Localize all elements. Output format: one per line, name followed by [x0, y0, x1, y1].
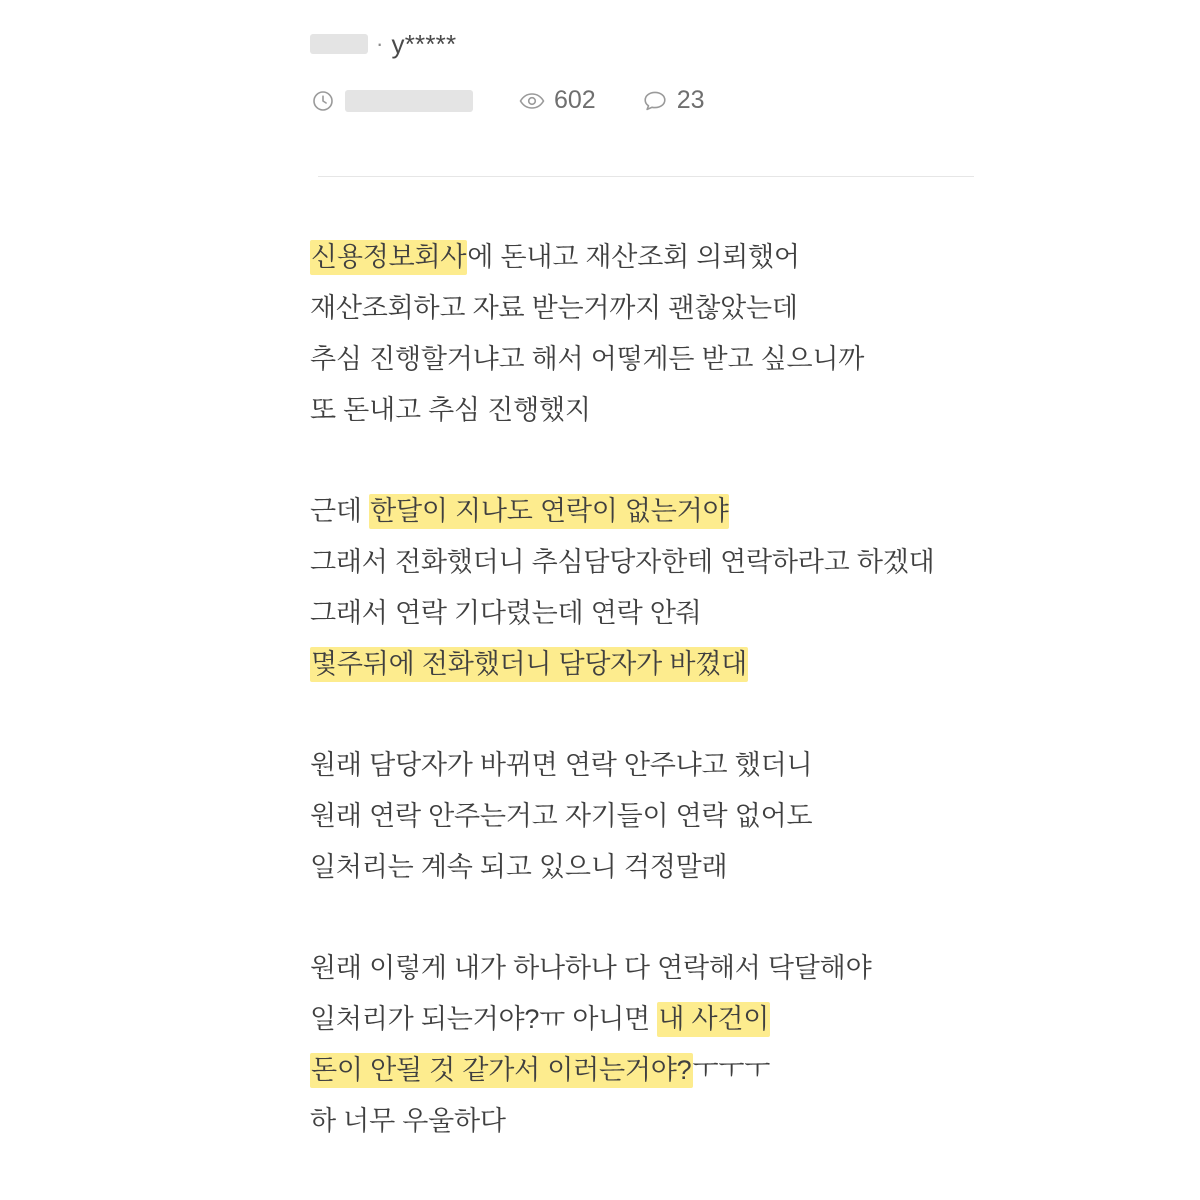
highlighted-text: 한달이 지나도 연락이 없는거야 — [369, 494, 729, 529]
post-paragraph — [310, 486, 1010, 690]
post-body — [310, 232, 1010, 1147]
post-line — [310, 639, 1010, 690]
date-redacted-block — [345, 90, 473, 112]
plain-text: 원래 연락 안주는거고 자기들이 연락 없어도 — [310, 801, 813, 831]
post-line — [310, 334, 1010, 385]
highlighted-text: 몇주뒤에 전화했더니 담당자가 바꼈대 — [310, 647, 748, 682]
post-line — [310, 537, 1010, 588]
author-redacted-block — [310, 34, 368, 54]
plain-text: 추심 진행할거냐고 해서 어떻게든 받고 싶으니까 — [310, 344, 865, 374]
post-line — [310, 740, 1010, 791]
meta-date — [310, 88, 473, 114]
plain-text: 또 돈내고 추심 진행했지 — [310, 395, 591, 425]
comment-icon — [642, 88, 668, 114]
author-separator: · — [376, 31, 384, 56]
plain-text: 원래 담당자가 바뀌면 연락 안주냐고 했더니 — [310, 750, 813, 780]
plain-text: 그래서 전화했더니 추심담당자한테 연락하라고 하겠대 — [310, 547, 935, 577]
post-line — [310, 1045, 1010, 1096]
post-line — [310, 232, 1010, 283]
author-name[interactable]: y***** — [391, 28, 457, 59]
eye-icon — [519, 88, 545, 114]
post-paragraph — [310, 740, 1010, 893]
highlighted-text: 돈이 안될 것 같가서 이러는거야? — [310, 1053, 693, 1088]
post-line — [310, 791, 1010, 842]
plain-text: 그래서 연락 기다렸는데 연락 안줘 — [310, 598, 702, 628]
clock-icon — [310, 88, 336, 114]
plain-text: 근데 — [310, 496, 370, 526]
meta-views — [519, 86, 596, 115]
post-line — [310, 588, 1010, 639]
views-count: 602 — [554, 86, 596, 114]
header-divider — [318, 176, 974, 177]
plain-text: 하 너무 우울하다 — [310, 1106, 506, 1136]
post-line — [310, 385, 1010, 436]
post-paragraph — [310, 943, 1010, 1147]
highlighted-text: 신용정보회사 — [310, 240, 467, 275]
post-meta — [310, 86, 970, 115]
comments-count: 23 — [676, 86, 705, 114]
post-line — [310, 842, 1010, 893]
highlighted-text: 내 사건이 — [657, 1002, 770, 1037]
plain-text: 에 돈내고 재산조회 의뢰했어 — [467, 242, 800, 272]
post-paragraph — [310, 232, 1010, 436]
plain-text: 일처리가 되는거야?ㅠ 아니면 — [310, 1004, 658, 1034]
plain-text: 일처리는 계속 되고 있으니 걱정말래 — [310, 852, 728, 882]
post-line — [310, 943, 1010, 994]
post-line — [310, 283, 1010, 334]
plain-text: 재산조회하고 자료 받는거까지 괜찮았는데 — [310, 293, 798, 323]
plain-text: ㅜㅜㅜ — [692, 1055, 771, 1085]
post-line — [310, 486, 1010, 537]
post-line — [310, 1096, 1010, 1147]
meta-comments — [642, 86, 705, 115]
author-line — [310, 24, 970, 64]
post-line — [310, 994, 1010, 1045]
post-header — [310, 24, 970, 115]
plain-text: 원래 이렇게 내가 하나하나 다 연락해서 닥달해야 — [310, 953, 872, 983]
